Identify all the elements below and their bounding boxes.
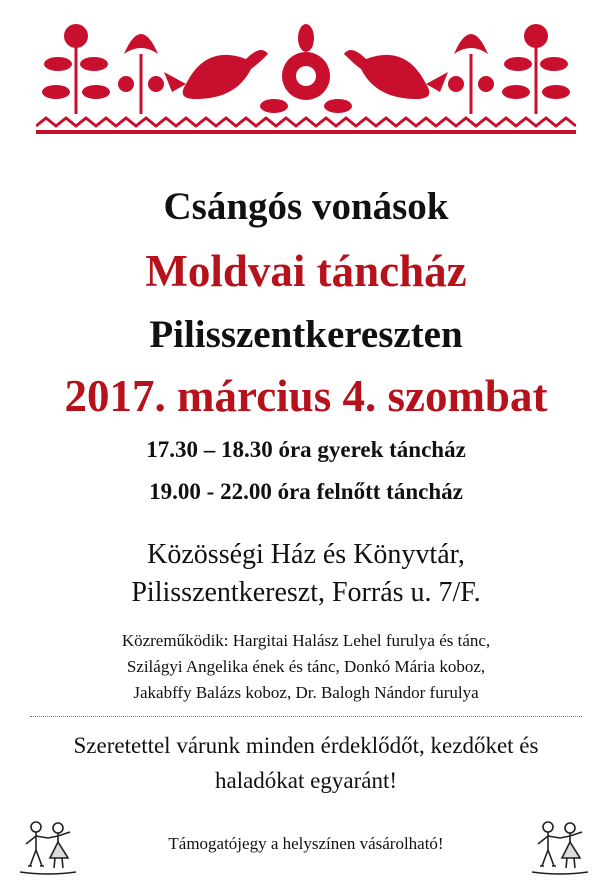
venue-name: Közösségi Ház és Könyvtár, [147,539,465,570]
performers-block [0,628,612,706]
schedule-adults: 19.00 - 22.00 óra felnőtt táncház [149,479,463,504]
dotted-divider [30,716,582,717]
performers-line: Jakabffy Balázs koboz, Dr. Balogh Nándor furulya [133,683,479,702]
welcome-block [0,728,612,798]
performers-line: Közreműködik: Hargitai Halász Lehel furulya és tánc, [121,631,491,650]
event-title: Csángós vonások [163,185,449,228]
venue-address: Pilisszentkereszt, Forrás u. 7/F. [131,577,481,608]
event-subtitle: Moldvai táncház [145,246,467,296]
event-date: 2017. március 4. szombat [64,371,548,421]
event-location-title: Pilisszentkereszten [149,313,463,356]
embroidery-banner-icon [36,14,576,142]
folk-dancers-icon [530,818,592,876]
welcome-line: haladókat egyaránt! [215,768,397,793]
ticket-note: Támogatójegy a helyszínen vásárolható! [168,834,444,853]
welcome-line: Szeretettel várunk minden érdeklődőt, kezdőket és [73,733,539,758]
venue-block [0,536,612,612]
performers-line: Szilágyi Angelika ének és tánc, Donkó Mária koboz, [126,657,486,676]
schedule-kids: 17.30 – 18.30 óra gyerek táncház [146,437,466,462]
